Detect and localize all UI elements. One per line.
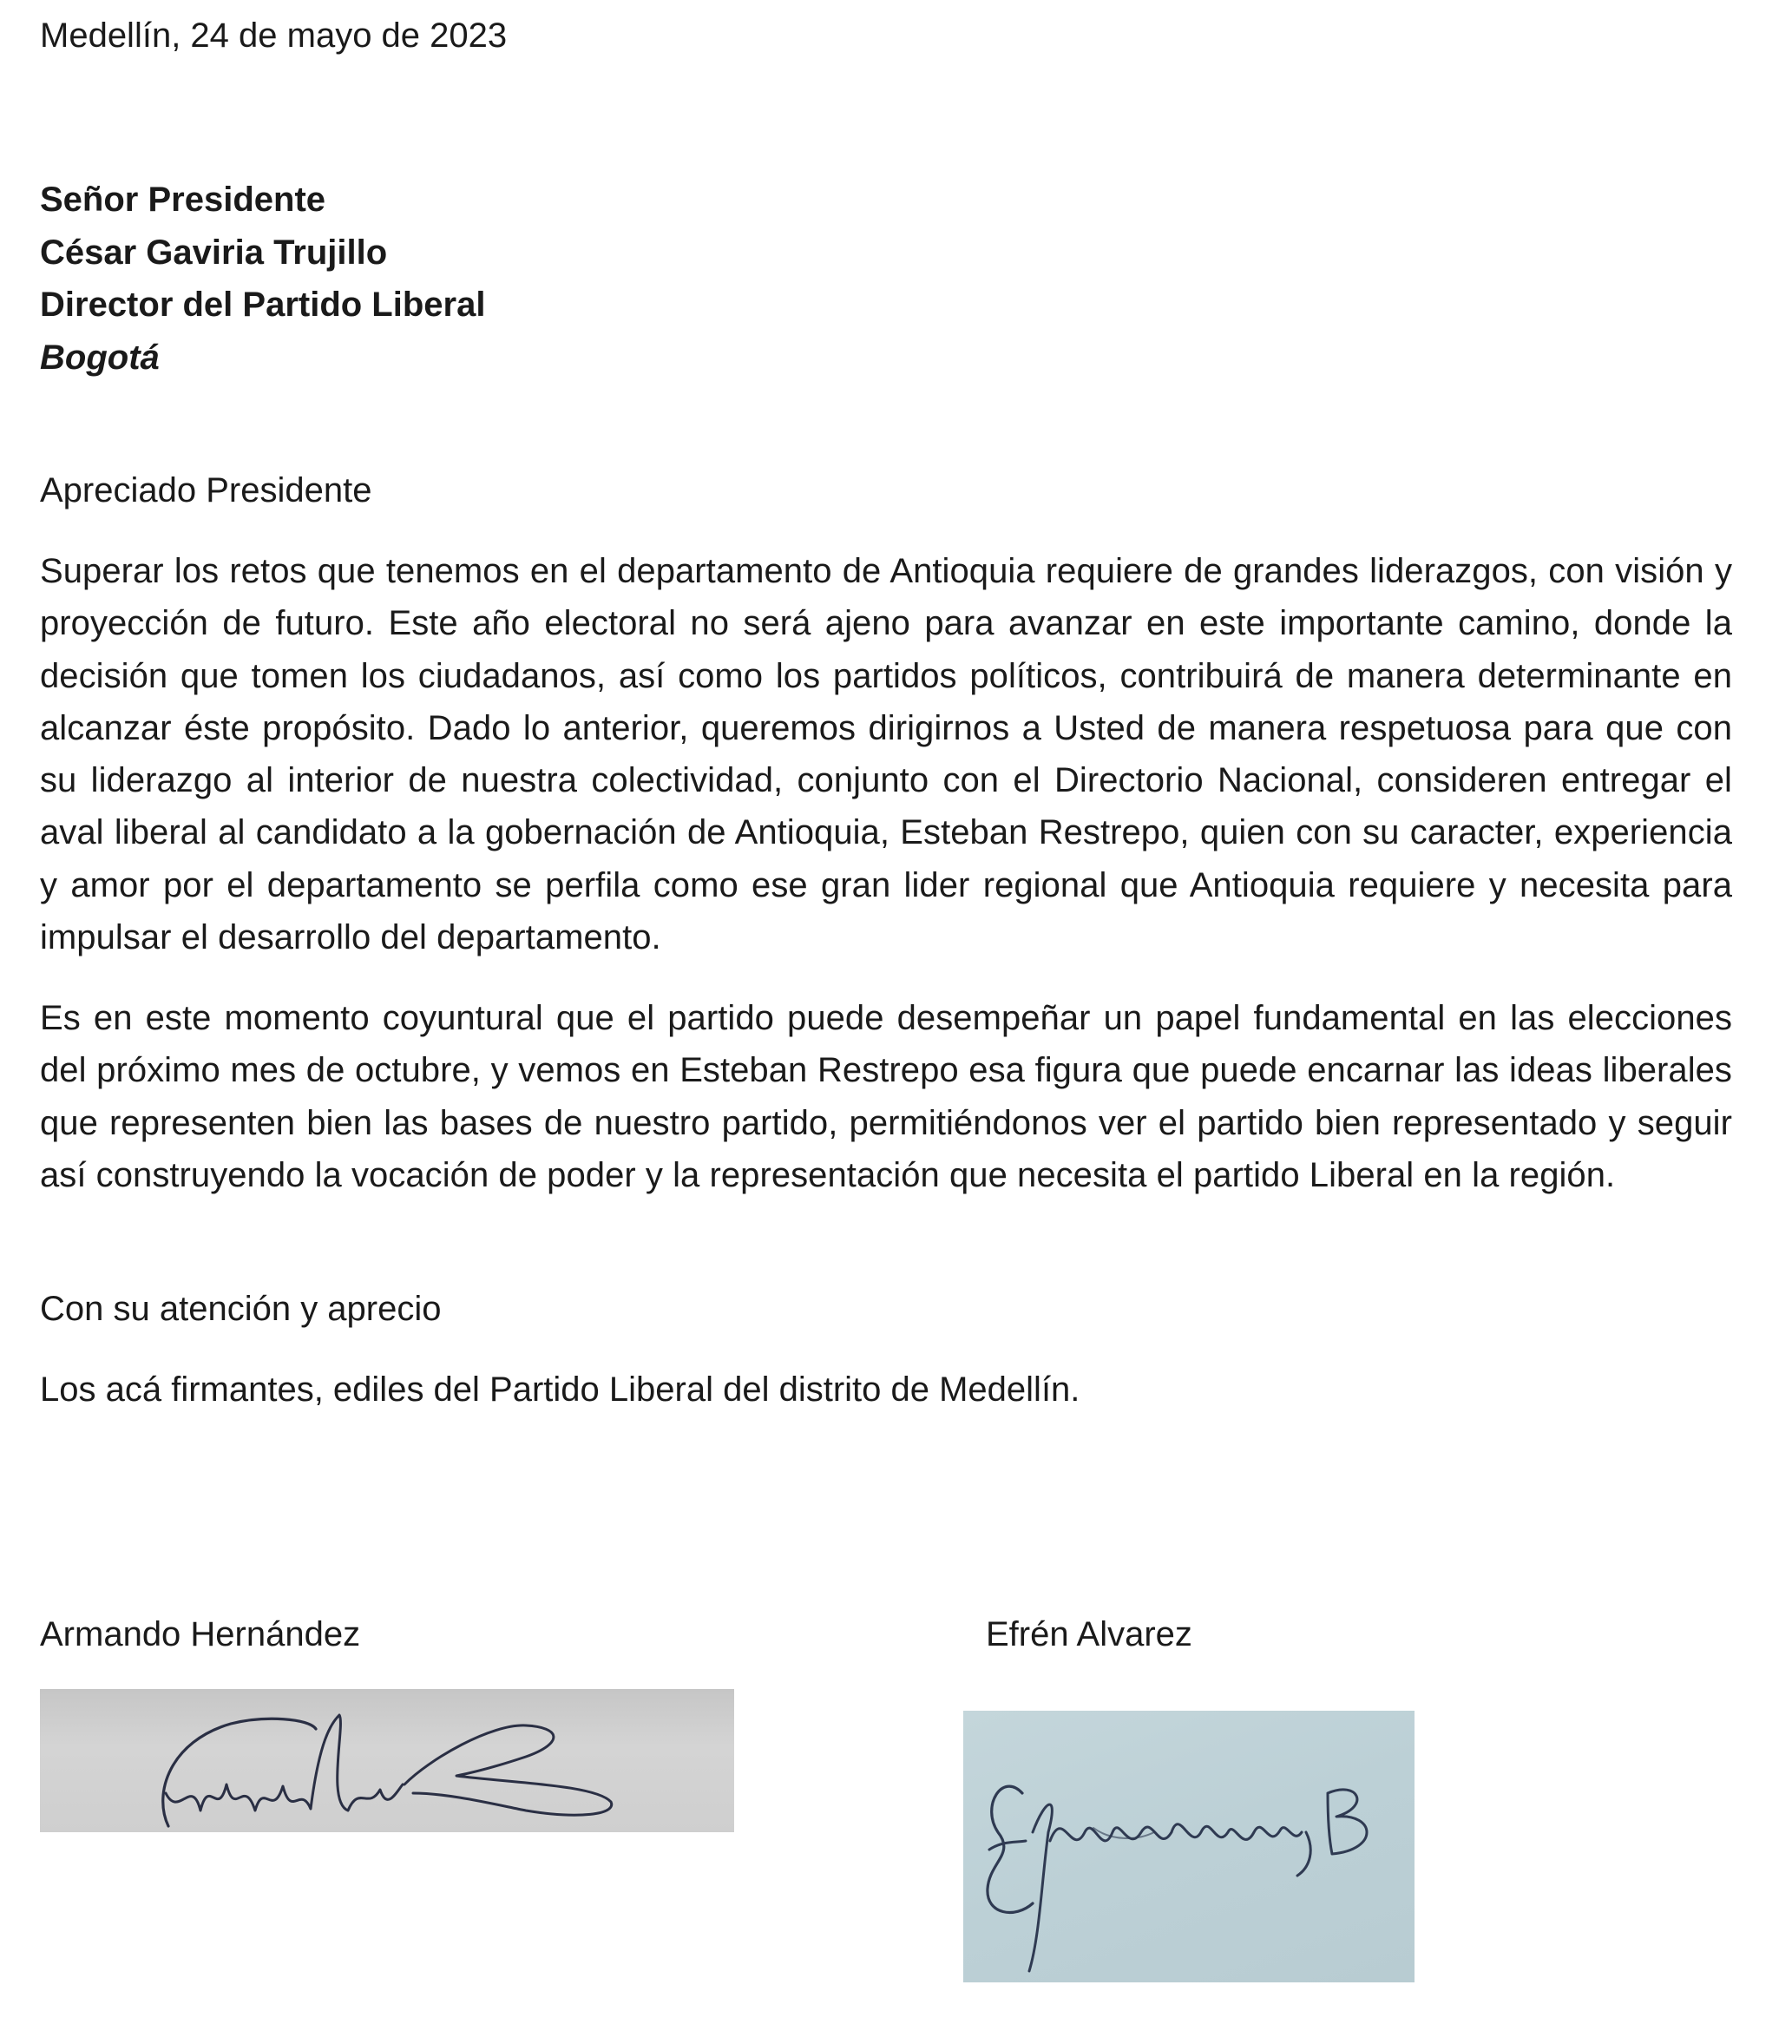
signer-name-1: Armando Hernández — [40, 1615, 361, 1653]
recipient-name: César Gaviria Trujillo — [40, 233, 388, 272]
closing: Con su atención y aprecio — [40, 1290, 442, 1328]
letter-date: Medellín, 24 de mayo de 2023 — [40, 16, 508, 55]
signer-name-2: Efrén Alvarez — [986, 1615, 1192, 1653]
body-paragraph-1: Superar los retos que tenemos en el departamento de Antioquia requiere de grandes liderazgos, con visión y proyección de futuro. Este año electoral no será ajeno para avanzar en este importante camino, donde la decisión que tomen los ciudadanos, así como los partidos políticos, contribuirá de manera determinante en alcanzar éste propósito. Dado lo anterior, queremos dirigirnos a Usted de manera respetuosa para que con su liderazgo al interior de nuestra colectividad, conjunto con el Directorio Nacional, consideren entregar el aval liberal al candidato a la gobernación de Antioquia, Esteban Restrepo, quien con su caracter, experiencia y amor por el departamento se perfila como ese gran lider regional que Antioquia requiere y necesita para impulsar el desarrollo del departamento. — [40, 552, 1732, 957]
body-paragraph-2: Es en este momento coyuntural que el partido puede desempeñar un papel fundamental en las elecciones del próximo mes de octubre, y vemos en Esteban Restrepo esa figura que puede encarnar las ideas liberales que representen bien las bases de nuestro partido, permitiéndonos ver el partido bien representado y seguir así construyendo la vocación de poder y la representación que necesita el partido Liberal en la región. — [40, 999, 1732, 1194]
handwritten-signature-2 — [963, 1711, 1415, 1982]
signature-image-1 — [40, 1689, 734, 1832]
recipient-block — [40, 174, 485, 384]
signature-image-2 — [963, 1711, 1415, 1982]
recipient-city: Bogotá — [40, 338, 160, 377]
recipient-position: Director del Partido Liberal — [40, 286, 486, 324]
handwritten-signature-1 — [40, 1689, 734, 1832]
signers-note: Los acá firmantes, ediles del Partido Liberal del distrito de Medellín. — [40, 1370, 1080, 1409]
salutation: Apreciado Presidente — [40, 471, 372, 509]
recipient-title: Señor Presidente — [40, 181, 326, 219]
